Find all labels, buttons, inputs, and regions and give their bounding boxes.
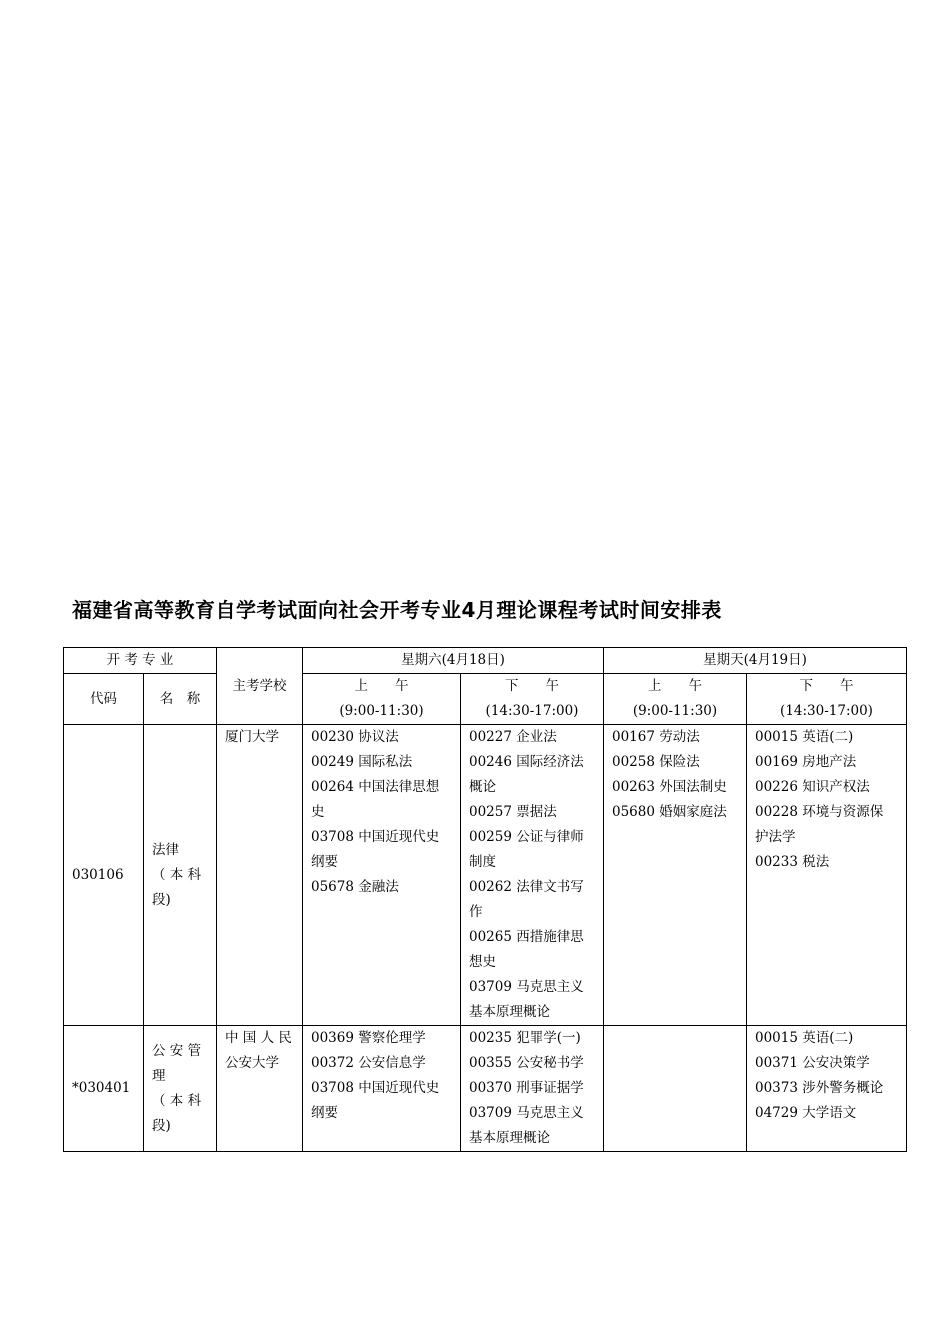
cell-name (144, 1026, 217, 1152)
cell-line: 段) (152, 891, 171, 908)
cell-line: 基本原理概论 (469, 1004, 550, 1020)
cell-line: 想史 (469, 954, 496, 970)
cell-line: 00262 法律文书写 (469, 879, 584, 895)
cell-line: 00265 西措施律思 (469, 929, 584, 945)
cell-line: 公 安 管 (152, 1042, 202, 1059)
cell-line: 00235 犯罪学(一) (469, 1030, 581, 1046)
cell-sun-am (604, 725, 747, 1026)
header-sun-am: 上 午 (9:00-11:30) (604, 674, 747, 725)
cell-line: 00228 环境与资源保 (755, 804, 884, 820)
cell-line: 03709 马克思主义 (469, 979, 584, 995)
cell-line: 05678 金融法 (311, 879, 399, 895)
cell-line: 00372 公安信息学 (311, 1055, 426, 1071)
header-sunday: 星期天(4月19日) (604, 648, 907, 674)
cell-line: 00258 保险法 (612, 754, 700, 770)
cell-line: 00015 英语(二) (755, 729, 854, 745)
cell-line: 00169 房地产法 (755, 754, 857, 770)
cell-line: 03709 马克思主义 (469, 1105, 584, 1121)
cell-line: 00370 刑事证据学 (469, 1080, 584, 1096)
cell-line: 00249 国际私法 (311, 754, 413, 770)
cell-line: 史 (311, 804, 325, 820)
cell-line: 基本原理概论 (469, 1130, 550, 1146)
cell-line: 00264 中国法律思想 (311, 779, 440, 795)
cell-line: 00233 税法 (755, 854, 830, 870)
header-name: 名 称 (144, 674, 217, 725)
cell-line: 00015 英语(二) (755, 1030, 854, 1046)
cell-sat-am (303, 725, 461, 1026)
header-code: 代码 (64, 674, 144, 725)
cell-line: 00257 票据法 (469, 804, 557, 820)
cell-line: 作 (469, 904, 483, 920)
cell-line: 理 (152, 1067, 166, 1084)
cell-line: 中 国 人 民 (225, 1030, 292, 1046)
cell-line: （ 本 科 (152, 1092, 202, 1109)
exam-schedule-table (63, 647, 907, 1152)
table-row (64, 725, 907, 1026)
cell-school (217, 725, 303, 1026)
cell-line: 制度 (469, 854, 496, 870)
cell-line: 厦门大学 (225, 729, 279, 745)
cell-line: （ 本 科 (152, 866, 202, 883)
cell-line: 00246 国际经济法 (469, 754, 584, 770)
page-title: 福建省高等教育自学考试面向社会开考专业4月理论课程考试时间安排表 (72, 598, 722, 622)
cell-line: 纲要 (311, 1105, 338, 1121)
cell-line: 00226 知识产权法 (755, 779, 870, 795)
cell-sat-pm (461, 725, 604, 1026)
cell-line: 00259 公证与律师 (469, 829, 584, 845)
table-row (64, 1026, 907, 1152)
cell-line: 法律 (152, 841, 179, 858)
cell-line: 概论 (469, 779, 496, 795)
cell-line: 04729 大学语文 (755, 1105, 857, 1121)
cell-code: *030401 (64, 1026, 144, 1152)
cell-name (144, 725, 217, 1026)
cell-line: 纲要 (311, 854, 338, 870)
cell-sun-pm (747, 725, 907, 1026)
cell-line: 00369 警察伦理学 (311, 1030, 426, 1046)
header-sat-am: 上 午 (9:00-11:30) (303, 674, 461, 725)
header-sun-pm: 下 午 (14:30-17:00) (747, 674, 907, 725)
cell-line: 00227 企业法 (469, 729, 557, 745)
cell-school (217, 1026, 303, 1152)
cell-line: 公安大学 (225, 1055, 279, 1071)
cell-line: 03708 中国近现代史 (311, 829, 440, 845)
cell-line: 00355 公安秘书学 (469, 1055, 584, 1071)
cell-line: 03708 中国近现代史 (311, 1080, 440, 1096)
header-school: 主考学校 (217, 648, 303, 725)
cell-line: 护法学 (755, 829, 796, 845)
header-major: 开 考 专 业 (64, 648, 217, 674)
cell-sat-am (303, 1026, 461, 1152)
cell-line: 00371 公安决策学 (755, 1055, 870, 1071)
cell-sun-pm (747, 1026, 907, 1152)
cell-line: 05680 婚姻家庭法 (612, 804, 727, 820)
header-sat-pm: 下 午 (14:30-17:00) (461, 674, 604, 725)
cell-sun-am (604, 1026, 747, 1152)
cell-line: 00230 协议法 (311, 729, 399, 745)
cell-line: 00263 外国法制史 (612, 779, 727, 795)
cell-code: 030106 (64, 725, 144, 1026)
cell-sat-pm (461, 1026, 604, 1152)
cell-line: 00373 涉外警务概论 (755, 1080, 884, 1096)
cell-line: 00167 劳动法 (612, 729, 700, 745)
cell-line: 段) (152, 1117, 171, 1134)
header-saturday: 星期六(4月18日) (303, 648, 604, 674)
